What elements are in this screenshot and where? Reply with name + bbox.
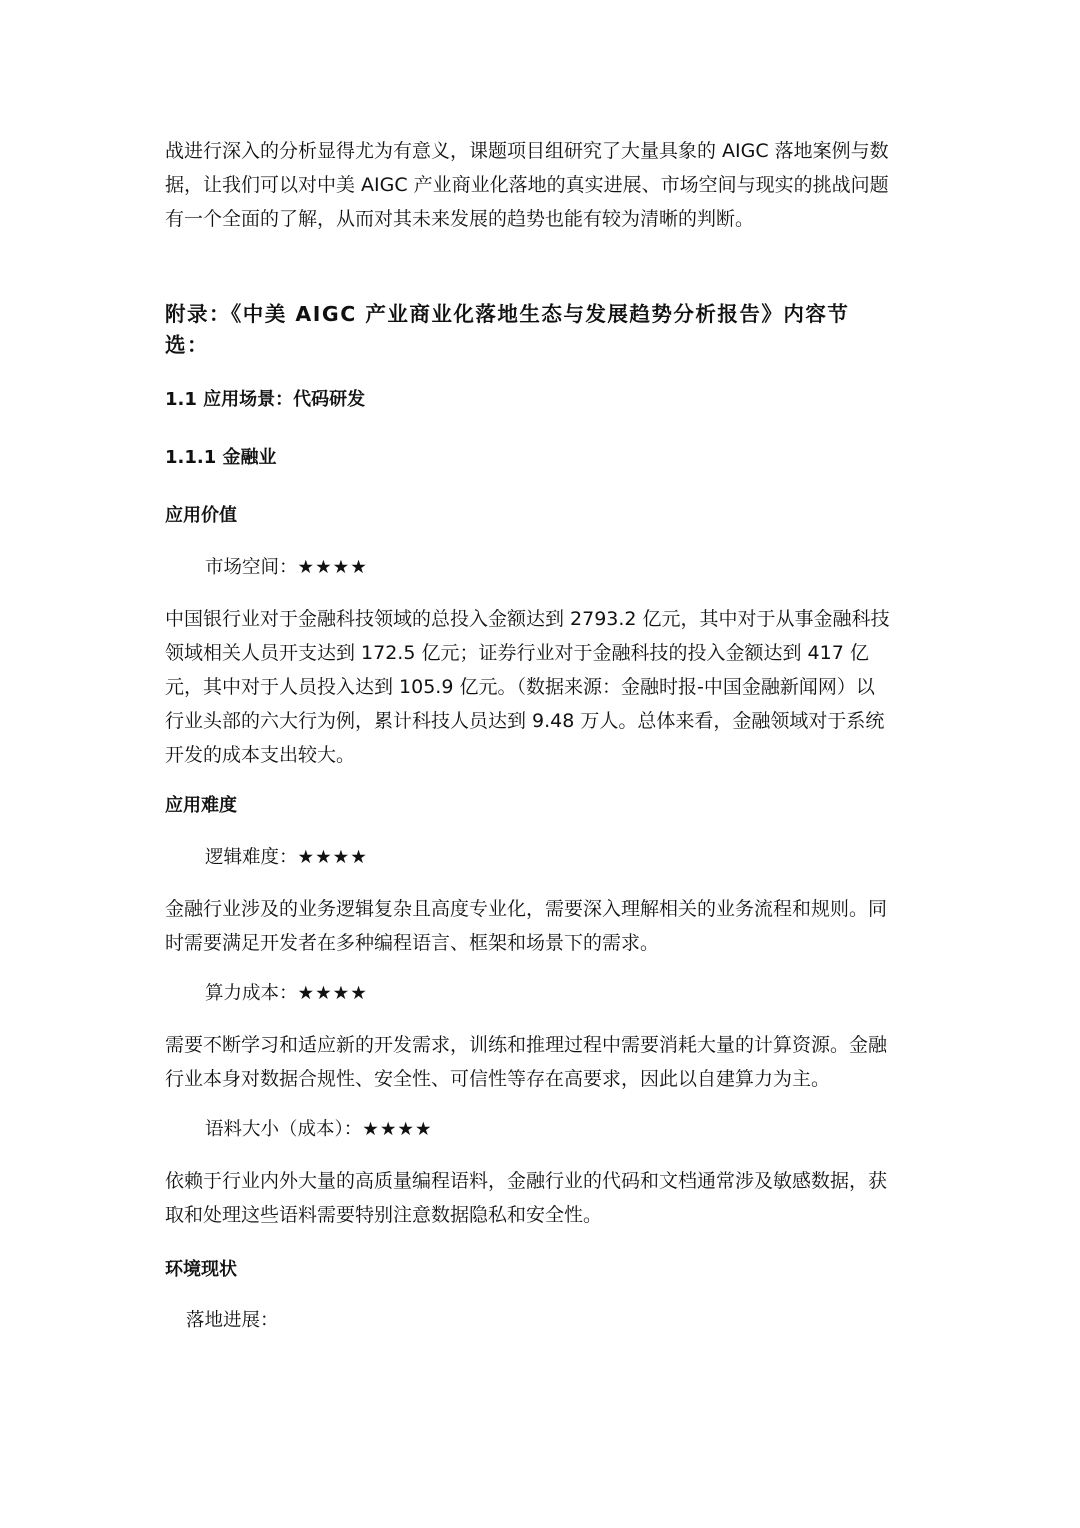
rating-label: 语料大小（成本）： [205, 1119, 363, 1140]
application-difficulty-heading: 应用难度 [165, 795, 237, 816]
rating-label: 市场空间： [205, 557, 298, 578]
text-line: 取和处理这些语料需要特别注意数据隐私和安全性。 [165, 1204, 603, 1226]
logic-difficulty-paragraph [165, 892, 917, 960]
environment-status-heading: 环境现状 [165, 1259, 237, 1280]
text-line: 需要不断学习和适应新的开发需求，训练和推理过程中需要消耗大量的计算资源。金融 [165, 1034, 888, 1056]
text-line: 领域相关人员开支达到 172.5 亿元；证券行业对于金融科技的投入金额达到 417 亿 [165, 642, 869, 664]
text-line: 中国银行业对于金融科技领域的总投入金额达到 2793.2 亿元，其中对于从事金融科技 [165, 608, 890, 630]
star-rating-icon: ★★★★ [297, 847, 368, 868]
text-line: 元，其中对于人员投入达到 105.9 亿元。（数据来源：金融时报-中国金融新闻网）以 [165, 676, 875, 698]
text-line: 依赖于行业内外大量的高质量编程语料，金融行业的代码和文档通常涉及敏感数据，获 [165, 1170, 888, 1192]
section-1-1-1-heading: 1.1.1 金融业 [165, 447, 277, 468]
star-rating-icon: ★★★★ [297, 557, 368, 578]
market-space-paragraph [165, 602, 917, 772]
star-rating-icon: ★★★★ [297, 983, 368, 1004]
text-line: 据，让我们可以对中美 AIGC 产业商业化落地的真实进展、市场空间与现实的挑战问题 [165, 174, 889, 196]
text-line: 行业头部的六大行为例，累计科技人员达到 9.48 万人。总体来看，金融领域对于系统 [165, 710, 885, 732]
appendix-title-line: 选： [165, 333, 209, 357]
application-value-heading: 应用价值 [165, 505, 237, 526]
text-line: 金融行业涉及的业务逻辑复杂且高度专业化，需要深入理解相关的业务流程和规则。同 [165, 898, 888, 920]
compute-cost-rating [205, 980, 957, 1008]
star-rating-icon: ★★★★ [362, 1119, 433, 1140]
text-line: 战进行深入的分析显得尤为有意义，课题项目组研究了大量具象的 AIGC 落地案例与数 [165, 140, 889, 162]
rating-label: 逻辑难度： [205, 847, 298, 868]
section-1-1-heading: 1.1 应用场景：代码研发 [165, 389, 366, 410]
appendix-title [165, 299, 917, 361]
corpus-size-rating [205, 1116, 957, 1144]
market-space-rating [205, 554, 957, 582]
rating-label: 算力成本： [205, 983, 298, 1004]
compute-cost-paragraph [165, 1028, 917, 1096]
intro-paragraph [165, 134, 917, 236]
text-line: 有一个全面的了解，从而对其未来发展的趋势也能有较为清晰的判断。 [165, 208, 755, 230]
text-line: 开发的成本支出较大。 [165, 744, 356, 766]
text-line: 时需要满足开发者在多种编程语言、框架和场景下的需求。 [165, 932, 660, 954]
appendix-title-line: 附录：《中美 AIGC 产业商业化落地生态与发展趋势分析报告》内容节 [165, 302, 850, 326]
landing-progress-label: 落地进展： [186, 1310, 279, 1331]
corpus-size-paragraph [165, 1164, 917, 1232]
text-line: 行业本身对数据合规性、安全性、可信性等存在高要求，因此以自建算力为主。 [165, 1068, 831, 1090]
logic-difficulty-rating [205, 844, 957, 872]
